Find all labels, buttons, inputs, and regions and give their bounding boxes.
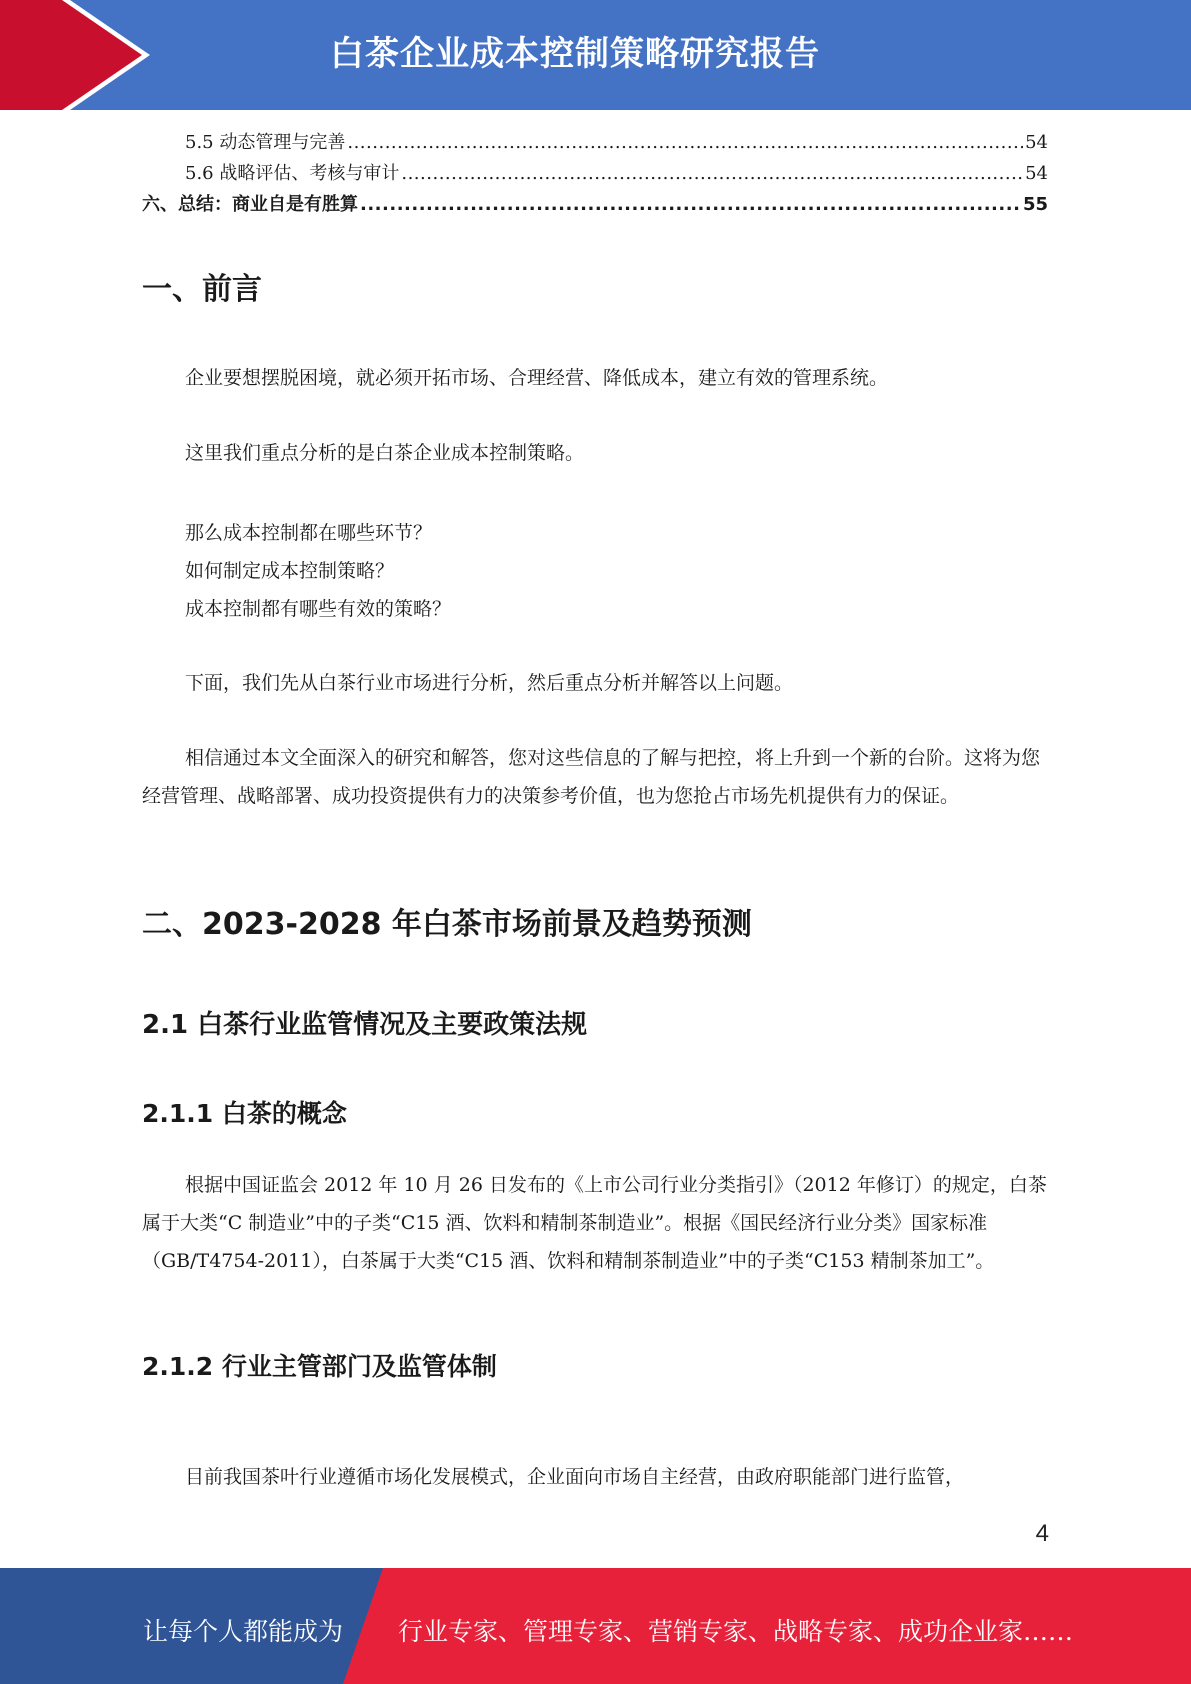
toc-entry[interactable]	[142, 190, 1048, 221]
footer-slogan-left: 让每个人都能成为	[143, 1617, 344, 1646]
toc-leader-dots	[401, 163, 1023, 184]
toc-leader-dots	[360, 194, 1021, 215]
section-heading-market: 二、2023-2028 年白茶市场前景及趋势预测	[142, 907, 752, 942]
section-heading-preface: 一、前言	[142, 272, 262, 307]
paragraph: 这里我们重点分析的是白茶企业成本控制策略。	[185, 442, 585, 464]
toc-leader-dots	[347, 132, 1023, 153]
subsection-heading: 2.1 白茶行业监管情况及主要政策法规	[142, 1010, 588, 1040]
page-header	[0, 0, 1191, 110]
toc-entry-page: 54	[1025, 163, 1048, 184]
toc-entry[interactable]	[142, 159, 1048, 190]
question-line: 成本控制都有哪些有效的策略？	[185, 598, 452, 620]
subsubsection-heading: 2.1.1 白茶的概念	[142, 1099, 347, 1128]
page-footer	[0, 1568, 1191, 1684]
paragraph: 根据中国证监会 2012 年 10 月 26 日发布的《上市公司行业分类指引》（2012 年修订）的规定，白茶属于大类“C 制造业”中的子类“C15 酒、饮料和精制茶制造业”。根据《国民经济行业分类》国家标准（GB/T4754-2011），白茶属于大类“C15 酒、饮料和精制茶制造业”中的子类“C153 精制茶加工”。	[142, 1174, 1047, 1272]
page-number: 4	[1035, 1520, 1049, 1547]
paragraph: 目前我国茶叶行业遵循市场化发展模式，企业面向市场自主经营，由政府职能部门进行监管，	[185, 1466, 965, 1488]
table-of-contents	[142, 128, 1048, 221]
subsubsection-heading: 2.1.2 行业主管部门及监管体制	[142, 1352, 497, 1381]
paragraph: 相信通过本文全面深入的研究和解答，您对这些信息的了解与把控，将上升到一个新的台阶。这将为您经营管理、战略部署、成功投资提供有力的决策参考价值，也为您抢占市场先机提供有力的保证。	[142, 747, 1041, 807]
toc-entry[interactable]	[142, 128, 1048, 159]
question-line: 如何制定成本控制策略？	[185, 560, 395, 582]
footer-slogan-right: 行业专家、管理专家、营销专家、战略专家、成功企业家……	[398, 1617, 1074, 1646]
paragraph: 企业要想摆脱困境，就必须开拓市场、合理经营、降低成本，建立有效的管理系统。	[185, 367, 889, 389]
toc-entry-label: 5.6 战略评估、考核与审计	[185, 163, 400, 184]
toc-entry-page: 54	[1025, 132, 1048, 153]
header-red-chevron	[0, 0, 142, 110]
paragraph: 下面，我们先从白茶行业市场进行分析，然后重点分析并解答以上问题。	[185, 672, 794, 694]
report-title: 白茶企业成本控制策略研究报告	[330, 34, 820, 74]
toc-entry-label: 5.5 动态管理与完善	[185, 132, 346, 153]
toc-entry-page: 55	[1022, 194, 1048, 215]
question-line: 那么成本控制都在哪些环节？	[185, 522, 433, 544]
toc-entry-label: 六、总结：商业自是有胜算	[142, 194, 358, 215]
